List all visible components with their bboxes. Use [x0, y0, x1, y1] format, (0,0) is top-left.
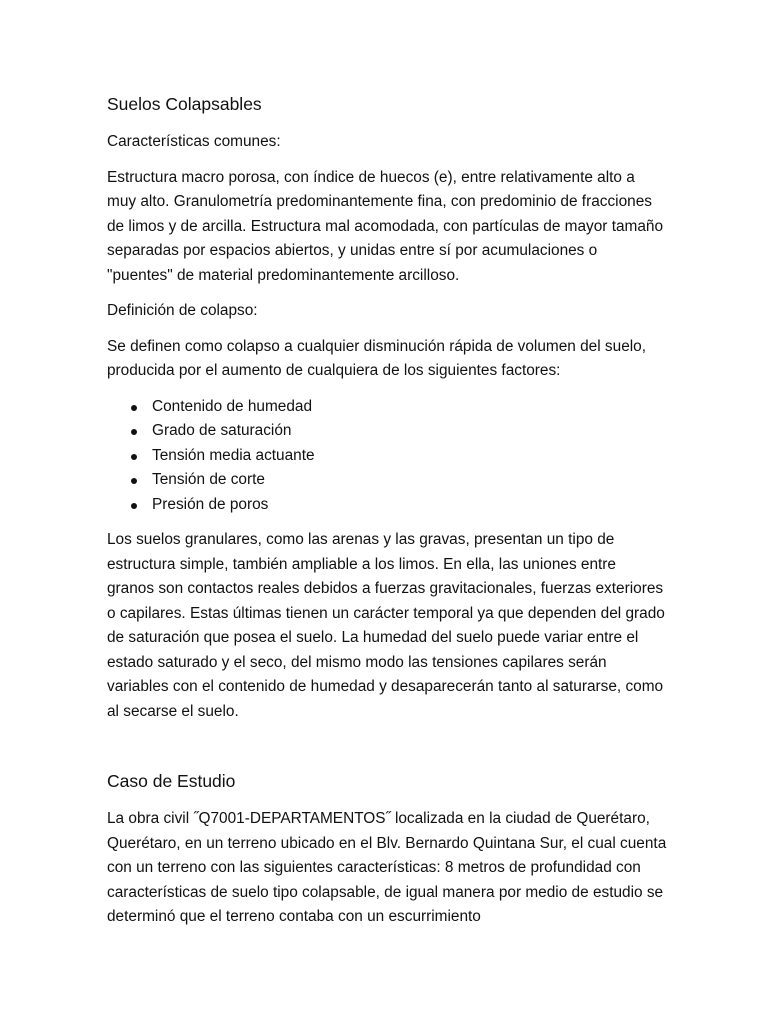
list-item	[107, 468, 667, 493]
subtitle-definicion: Definición de colapso:	[107, 302, 258, 319]
section-title-suelos-colapsables: Suelos Colapsables	[107, 94, 262, 114]
list-item	[107, 395, 667, 420]
list-item-label: Tensión media actuante	[152, 446, 315, 464]
document-page	[107, 92, 667, 941]
subtitle-caracteristicas: Características comunes:	[107, 133, 281, 150]
list-item-label: Presión de poros	[152, 495, 269, 513]
factors-list	[107, 395, 667, 518]
paragraph-suelos-granulares: Los suelos granulares, como las arenas y las gravas, presentan un tipo de estructura simple, también ampliable a los limos. En ella, las uniones entre granos son contactos reales debidos a fuerzas gravitacionales, fuerzas exteriores o capilares. Estas últimas tienen un carácter temporal ya que dependen del grado de saturación que posea el suelo. La humedad del suelo puede variar entre el estado saturado y el seco, del mismo modo las tensiones capilares serán variables con el contenido de humedad y desaparecerán tanto al saturarse, como al secarse el suelo.	[107, 531, 665, 720]
bullet-icon	[131, 429, 137, 435]
bullet-icon	[131, 503, 137, 509]
list-item-label: Grado de saturación	[152, 422, 292, 440]
paragraph-definicion: Se definen como colapso a cualquier disminución rápida de volumen del suelo, producida por el aumento de cualquiera de los siguientes factores:	[107, 337, 647, 379]
bullet-icon	[131, 478, 137, 484]
paragraph-estructura: Estructura macro porosa, con índice de huecos (e), entre relativamente alto a muy alto. Granulometría predominantemente fina, con predominio de fracciones de limos y de arcilla. Estructura mal acomodada, con partículas de mayor tamaño separadas por espacios abiertos, y unidas entre sí por acumulaciones o "puentes" de material predominantemente arcilloso.	[107, 168, 664, 284]
list-item	[107, 493, 667, 518]
list-item	[107, 419, 667, 444]
paragraph-caso-de-estudio: La obra civil ˝Q7001-DEPARTAMENTOS˝ localizada en la ciudad de Querétaro, Querétaro, en un terreno ubicado en el Blv. Bernardo Quintana Sur, el cual cuenta con un terreno con las siguientes características: 8 metros de profundidad con características de suelo tipo colapsable, de igual manera por medio de estudio se determinó que el terreno contaba con un escurrimiento	[107, 810, 667, 926]
bullet-icon	[131, 454, 137, 460]
list-item-label: Contenido de humedad	[152, 397, 313, 415]
list-item	[107, 444, 667, 469]
bullet-icon	[131, 405, 137, 411]
list-item-label: Tensión de corte	[152, 471, 265, 489]
section-title-caso-de-estudio: Caso de Estudio	[107, 771, 236, 792]
